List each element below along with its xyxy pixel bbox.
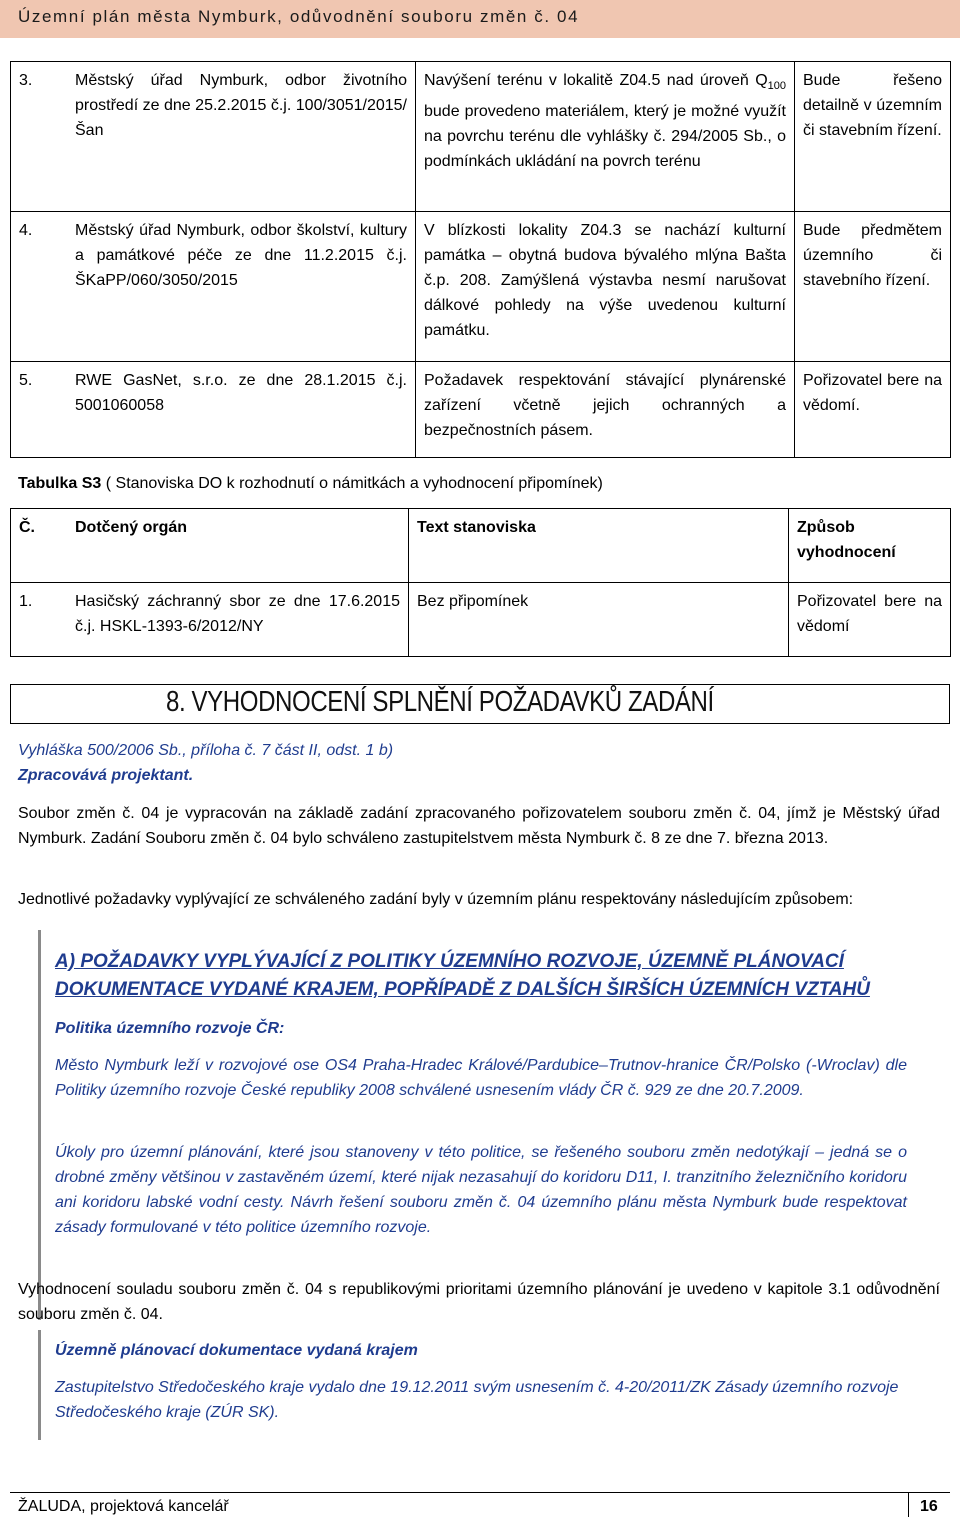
upd-heading: Územně plánovací dokumentace vydaná krajem — [55, 1342, 418, 1359]
statement-text-cell: Bez připomínek — [409, 583, 789, 657]
statement-text-cell — [416, 62, 795, 212]
table-row — [11, 583, 951, 657]
org-text: Městský úřad Nymburk, odbor životního prostředí ze dne 25.2.2015 č.j. 100/3051/2015/Šan — [75, 72, 407, 139]
org-cell — [11, 62, 416, 212]
org-text: Městský úřad Nymburk, odbor školství, kultury a památkové péče ze dne 11.2.2015 č.j. ŠKaPP/060/3050/2015 — [75, 222, 407, 289]
upd-text: Zastupitelstvo Středočeského kraje vydalo dne 19.12.2011 svým usnesením č. 4-20/2011/ZK Zásady územního rozvoje Středočeského kraje (ZÚR SK). — [55, 1379, 899, 1421]
statements-table-continued — [10, 61, 951, 458]
paragraph-priorities: Vyhodnocení souladu souboru změn č. 04 s republikovými prioritami územního plánování je uvedeno v kapitole 3.1 odůvodnění souboru změn č. 04. — [18, 1281, 940, 1323]
pur-text-1: Město Nymburk leží v rozvojové ose OS4 Praha-Hradec Králové/Pardubice–Trutnov-hranice ČR/Polsko (-Wroclav) dle Politiky územního rozvoje České republiky 2008 schválené usnesením vlády ČR č. 929 ze dne 20.7.2009. — [55, 1057, 907, 1099]
table-row — [11, 62, 951, 212]
table-row — [11, 362, 951, 458]
header-org-cell — [11, 509, 409, 583]
page-header — [0, 0, 960, 38]
evaluation-cell: Pořizovatel bere na vědomí. — [795, 362, 951, 458]
pur-heading: Politika územního rozvoje ČR: — [55, 1020, 285, 1037]
org-text: RWE GasNet, s.r.o. ze dne 28.1.2015 č.j. 5001060058 — [75, 372, 407, 414]
evaluation-cell: Bude předmětem územního či stavebního řízení. — [795, 212, 951, 362]
header-text: Text stanoviska — [409, 509, 789, 583]
org-cell — [11, 362, 416, 458]
paragraph-requirements: Jednotlivé požadavky vyplývající ze schváleného zadání byly v územním plánu respektovány následujícím způsobem: — [18, 891, 854, 908]
row-number: 4. — [19, 222, 33, 239]
statement-text-a: Navýšení terénu v lokalitě Z04.5 nad úroveň Q — [424, 72, 768, 89]
footer-rule — [10, 1492, 950, 1493]
org-text: Hasičský záchranný sbor ze dne 17.6.2015 č.j. HSKL-1393-6/2012/NY — [75, 593, 400, 635]
table-caption-label: Tabulka S3 — [18, 475, 102, 492]
statement-text-b: bude provedeno materiálem, který je možné využít na povrchu terénu dle vyhlášky č. 294/2005 Sb., o podmínkách ukládání na povrch terénu — [424, 103, 786, 171]
page-number: 16 — [920, 1498, 938, 1515]
statement-text-cell: Požadavek respektování stávající plynárenské zařízení včetně jejich ochranných a bezpečnostních pásem. — [416, 362, 795, 458]
document-title: Územní plán města Nymburk, odůvodnění souboru změn č. 04 — [18, 7, 580, 26]
legal-reference: Vyhláška 500/2006 Sb., příloha č. 7 část II, odst. 1 b) — [18, 742, 394, 759]
evaluation-cell: Pořizovatel bere na vědomí — [789, 583, 951, 657]
statement-text-cell: V blízkosti lokality Z04.3 se nachází kulturní památka – obytná budova bývalého mlýna Bašta č.p. 208. Zamýšlená výstavba nesmí narušovat dálkové pohledy na výše uvedenou kulturní památku. — [416, 212, 795, 362]
row-number: 5. — [19, 372, 33, 389]
org-cell — [11, 212, 416, 362]
pur-text-2: Úkoly pro územní plánování, které jsou stanoveny v této politice, se řešeného souboru změn nedotýkají – jedná se o drobné změny většinou v zastavěném území, které nijak nezasahují do koridoru D11, I. tranzitního železničního koridoru ani koridoru labské vodní cesty. Návrh řešení souboru změn č. 04 územního plánu města Nymburk bude respektovat zásady formulované v této politice územního rozvoje. — [55, 1144, 907, 1236]
row-number: 3. — [19, 72, 33, 89]
table-row — [11, 212, 951, 362]
heading-a: A) POŽADAVKY VYPLÝVAJÍCÍ Z POLITIKY ÚZEMNÍHO ROZVOJE, ÚZEMNĚ PLÁNOVACÍ DOKUMENTACE VYDANÉ KRAJEM, POPŘÍPADĚ Z DALŠÍCH ŠIRŠÍCH ÚZEMNÍCH VZTAHŮ — [55, 951, 870, 1000]
table-s3 — [10, 508, 951, 657]
section-title: 8. VYHODNOCENÍ SPLNĚNÍ POŽADAVKŮ ZADÁNÍ — [166, 686, 714, 718]
table-caption-text: ( Stanoviska DO k rozhodnutí o námitkách a vyhodnocení připomínek) — [101, 475, 603, 492]
table-caption — [18, 471, 603, 496]
org-cell — [11, 583, 409, 657]
evaluation-cell: Bude řešeno detailně v územním či stavebním řízení. — [795, 62, 951, 212]
header-num: Č. — [19, 519, 35, 536]
header-eval: Způsob vyhodnocení — [789, 509, 951, 583]
paragraph-intro: Soubor změn č. 04 je vypracován na základě zadání zpracovaného pořizovatelem souboru změn č. 04, jímž je Městský úřad Nymburk. Zadání Souboru změn č. 04 bylo schváleno zastupitelstvem města Nymburk č. 8 ze dne 7. března 2013. — [18, 805, 940, 847]
footer-company: ŽALUDA, projektová kancelář — [18, 1498, 229, 1515]
row-number: 1. — [19, 593, 33, 610]
table-header-row — [11, 509, 951, 583]
header-org: Dotčený orgán — [75, 519, 188, 536]
legal-subtitle: Zpracovává projektant. — [18, 767, 194, 784]
statement-subscript: 100 — [767, 80, 786, 93]
footer-divider — [908, 1493, 909, 1517]
